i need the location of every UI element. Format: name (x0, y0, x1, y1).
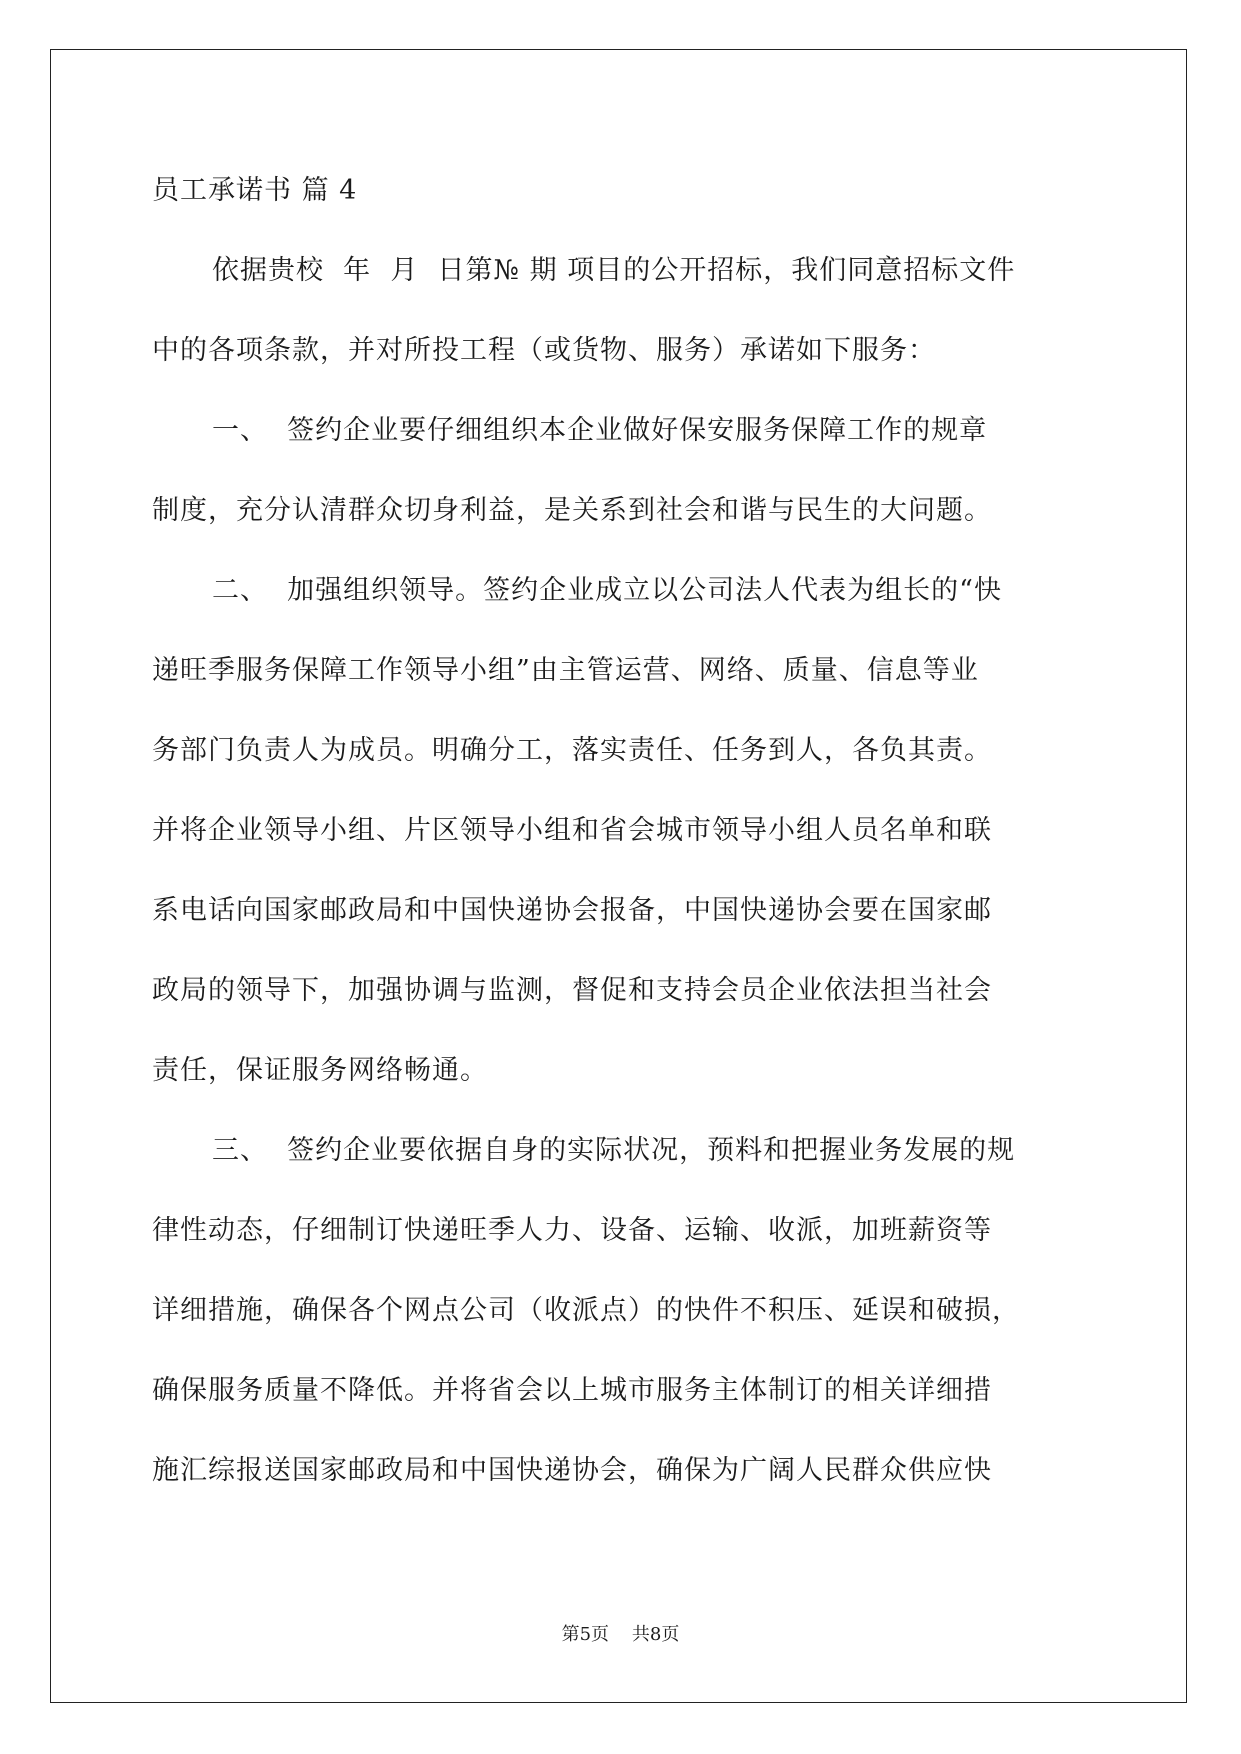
paragraph-line: 务部门负责人为成员。明确分工，落实责任、任务到人，各负其责。 (152, 735, 992, 766)
document-heading: 员工承诺书 篇 4 (152, 175, 358, 206)
paragraph-line: 并将企业领导小组、片区领导小组和省会城市领导小组人员名单和联 (152, 815, 992, 846)
paragraph-line: 详细措施，确保各个网点公司（收派点）的快件不积压、延误和破损， (152, 1295, 1020, 1326)
paragraph-line: 系电话向国家邮政局和中国快递协会报备，中国快递协会要在国家邮 (152, 895, 992, 926)
paragraph-line: 制度，充分认清群众切身利益，是关系到社会和谐与民生的大问题。 (152, 495, 992, 526)
paragraph-line: 施汇综报送国家邮政局和中国快递协会，确保为广阔人民群众供应快 (152, 1455, 992, 1486)
paragraph-line: 确保服务质量不降低。并将省会以上城市服务主体制订的相关详细措 (152, 1375, 992, 1406)
paragraph-line: 三、 签约企业要依据自身的实际状况，预料和把握业务发展的规 (212, 1135, 1016, 1166)
paragraph-line: 律性动态，仔细制订快递旺季人力、设备、运输、收派，加班薪资等 (152, 1215, 992, 1246)
paragraph-line: 二、 加强组织领导。签约企业成立以公司法人代表为组长的“快 (212, 575, 1002, 606)
paragraph-line: 中的各项条款，并对所投工程（或货物、服务）承诺如下服务： (152, 335, 936, 366)
paragraph-line: 递旺季服务保障工作领导小组”由主管运营、网络、质量、信息等业 (152, 655, 979, 686)
paragraph-line: 一、 签约企业要仔细组织本企业做好保安服务保障工作的规章 (212, 415, 988, 446)
paragraph-line: 依据贵校 年 月 日第№ 期 项目的公开招标，我们同意招标文件 (212, 255, 1016, 286)
page-number-footer: 第5页 共8页 (561, 1624, 680, 1645)
paragraph-line: 政局的领导下，加强协调与监测，督促和支持会员企业依法担当社会 (152, 975, 992, 1006)
paragraph-line: 责任，保证服务网络畅通。 (152, 1055, 488, 1086)
